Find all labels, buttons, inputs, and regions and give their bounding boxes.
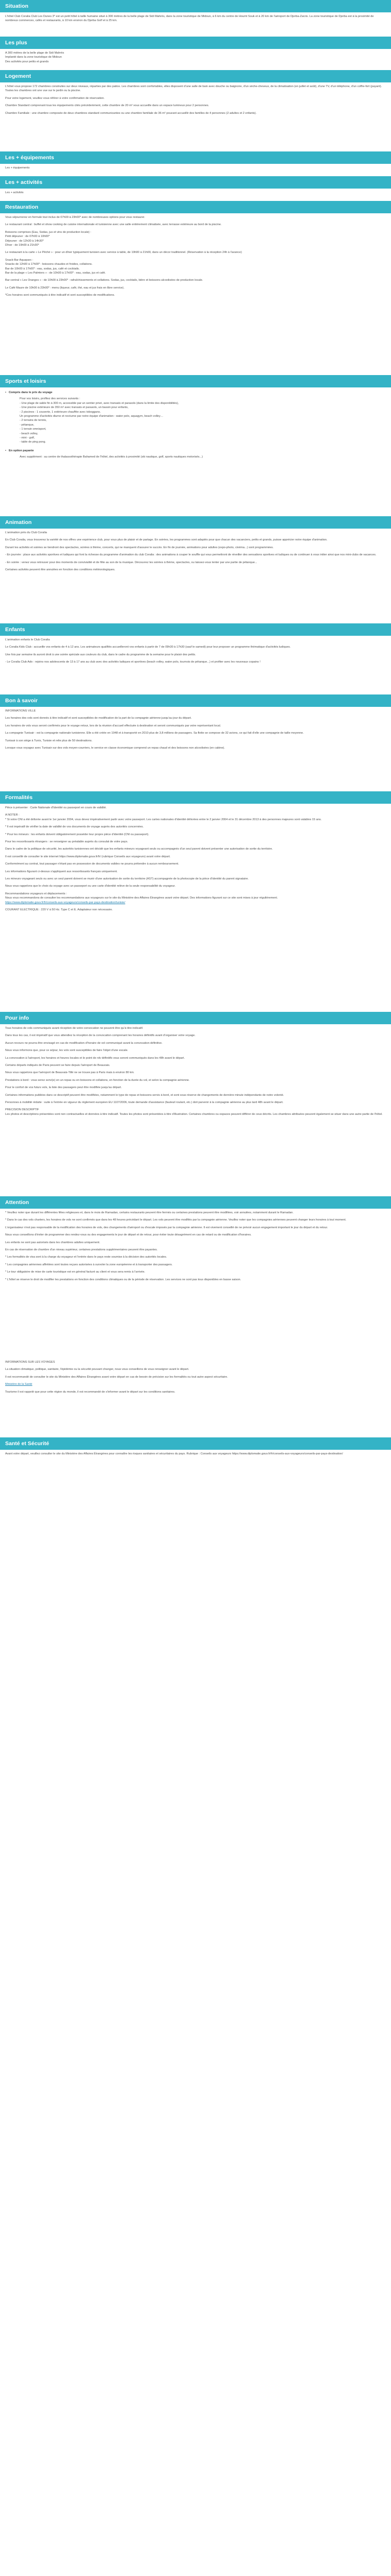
restauration-body <box>0 213 391 375</box>
sports-included-list <box>5 397 386 444</box>
sports-item: Un programme d'activités diurne et nocturne par notre équipe d'animation : water polo, aquagym, beach volley… <box>20 415 164 418</box>
enfants-para: Le Coralia Kids Club : accueille vos enfants de 4 à 12 ans. Les animateurs qualifiés accueilleront vos enfants à partir de 7 de 09h30 à 17h30 (sauf le samedi) pour leur proposer un programme thématique d'activités ludiques. <box>5 646 291 649</box>
sports-included-heading <box>5 391 386 395</box>
pourinfo-para: La convocation à l'aéroport, les horaires et heures locales et le point de rdv définitifs vous seront communiqués dans les 48h avant le départ. <box>5 1056 185 1060</box>
sports-item: - 2 piscines : 1 couverte, 1 extérieure chauffée avec toboggans. <box>20 410 101 414</box>
section-header-equipements: Les + équipements <box>0 151 391 164</box>
sante-text: Avant votre départ, veuillez consulter le site du Ministère des Affaires Étrangères pour connaître les risques sanitaires et sécuritaires du pays. Rubrique : Conseils aux voyageurs https://www.diplomatie.gouv.fr/fr/conseils-aux-voyageurs/conseils-par-pays-destination/ <box>5 1452 343 1455</box>
sports-item: - pétanque, <box>20 423 35 427</box>
sports-item: - mini - golf, <box>20 436 35 440</box>
logement-para: Chambre Standard comprenant tous les équipements cités précédemment, cette chambre de 20 m² vous accueille dans un espace lumineux pour 2 personnes. <box>5 104 209 108</box>
logement-para: L'hôtel vous propose 172 chambres construites sur deux niveaux, réparties par des patios. Les chambres sont confortables, elles disposent d'une salle de bain avec douche ou baignoire, d'un sèche-cheveux, de la climatisation (en juillet et août), d'une TV, d'un téléphone, d'un coffre-fort (payant). Toutes les chambres ont une vue sur le jardin ou la piscine. <box>5 85 382 93</box>
animation-para: En Club Coralia, vous trouverez la variété de nos offres une expérience club, pour vous plus de plaisir et de partage. En soirées, les programmes sont adaptés pour que chacun des vacanciers, petits et grands, puisse apprécier notre équipe d'animation. <box>5 538 328 542</box>
restauration-para: Bar de la plage « Les Palmiers » : de 10h00 à 17h00* : eau, sodas, jus et café. <box>5 272 106 275</box>
bon-para: Tunisair à son siège à Tunis, Tunisie et relie plus de 50 destinations. <box>5 739 92 742</box>
section-header-restauration: Restauration <box>0 201 391 213</box>
activites-text: Les + activités <box>5 191 24 194</box>
animation-body <box>0 529 391 623</box>
sports-item: - 1 terrain omnisport, <box>20 428 46 431</box>
equip-text: Les + équipements <box>5 166 30 170</box>
infos-voyages-para: Il est recommandé de consulter le site du Ministère des Affaires Étrangères avant votre départ en cas de besoin de précision sur les formalités ou tout autre aspect sécuritaire. <box>5 1375 228 1379</box>
pourinfo-para: Pour le confort de vos futurs vols, la liste des passagers peut être modifiée jusqu'au départ. <box>5 1086 122 1090</box>
pourinfo-para: Nous vous rappelons que l'aéroport de Beauvais-Tillé ne se trouve pas à Paris mais à environ 80 km. <box>5 1071 135 1075</box>
formalites-para: Pour les ressortissants étrangers : se renseigner au préalable auprès du consulat de votre pays. <box>5 840 128 844</box>
bon-para: Lorsque vous voyagez avec Tunisair sur des vols moyen-courriers, le service en classe économique comprend un repas chaud et des boissons non alcoolisées (en cabine). <box>5 747 225 750</box>
section-header-sante: Santé et Sécurité <box>0 1437 391 1450</box>
pourinfo-para: Les photos et descriptions présentées sont non contractuelles et données à titre indicatif. Toutes les photos sont présentées à titre d'illustration. Certaines chambres ou espaces peuvent différer de ceux décrits. Les chambres attribuées peuvent également se situer dans une autre partie de l'hôtel. <box>5 1112 383 1116</box>
restauration-para: Le restaurant à la carte « Le Pêché » : pour un dîner typiquement tunisien avec service à table, de 19h00 à 21h00, dans un décor traditionnel. (Réservation à la réception 24h à l'avance) <box>5 251 242 255</box>
infos-voyages-body <box>0 1360 391 1437</box>
attention-para: L'organisateur n'est pas responsable de la modification des horaires de vols, des changements d'aéroport ou d'escale imposés par la compagnie aérienne. Il est vivement conseillé de ne prévoir aucun engagement important le jour du départ et du retour. <box>5 1226 328 1229</box>
bullet-icon: • <box>5 391 6 394</box>
section-header-bon-a-savoir: Bon à savoir <box>0 694 391 707</box>
enfants-para: - Le Coralia Club Ado : rejoins nos adolescents de 13 à 17 ans au club avec des activités ludiques et sportives (beach volley, water polo, tournois de pétanque...) et profiter avec les nouveaux copains ! <box>5 660 260 664</box>
logement-para: Chambre Familiale : une chambre composée de deux chambres standard communicantes ou une chambre familiale de 36 m² pouvant accueillir des familles de 4 personnes (2 adultes et 2 enfants). <box>5 111 257 115</box>
bon-para: Les horaires de vols vous seront confirmés pour le voyage retour, lors de la réunion d'accueil effectuée à destination et seront communiqués par votre représentant local. <box>5 724 221 727</box>
enfants-para: Une fois par semaine ils auront droit à une soirée spéciale aux couleurs du club, dans le cadre du programme de la semaine pour le plaisir des petits. <box>5 653 196 656</box>
section-header-logement: Logement <box>0 70 391 82</box>
pourinfo-para: Certains départs indiqués de Paris peuvent se faire depuis l'aéroport de Beauvais. <box>5 1064 110 1067</box>
equip-body <box>0 164 391 176</box>
restauration-para: *Ces horaires sont communiqués à titre indicatif et sont susceptibles de modifications. <box>5 294 115 297</box>
section-header-formalites: Formalités <box>0 791 391 804</box>
formalites-para: COURANT ELECTRIQUE : 220 V à 50 Hz. Type C et E. Adaptateur non nécessaire. <box>5 908 113 912</box>
bon-para: INFORMATIONS VILLE <box>5 709 36 713</box>
section-header-activites: Les + activités <box>0 176 391 189</box>
situation-body <box>0 12 391 37</box>
sports-item: - beach volley, <box>20 432 38 435</box>
restauration-para: Petit déjeuner : de 07h00 à 10h00* <box>5 235 50 239</box>
formalites-para: * Il est impératif de vérifier la date de validité de vos documents de voyage auprès des autorités concernées. <box>5 825 144 829</box>
restauration-para: Bar de 10h00 à 17h00* : eau, sodas, jus, café et cocktails. <box>5 267 80 270</box>
sports-option-heading <box>5 449 386 453</box>
sports-included-title: Compris dans le prix du voyage <box>8 391 53 394</box>
formalites-para: Nous vous rappelons que le choix du voyage avec un passeport ou une carte d'identité relève de la seule responsabilité du voyageur. <box>5 885 176 888</box>
sports-item: - 2 terrains de tennis, <box>20 419 47 422</box>
enfants-body <box>0 636 391 694</box>
animation-para: Durant les activités et soirées se tiendront des spectacles, soirées à thème, concerts, qui ne manquent d'assurer le succès. En fin de journée, animations pour adultes (expo-photo, cinéma...) sont programmées. <box>5 546 274 549</box>
restauration-para: Le Café Maure de 10h00 à 23h00* : menu (liqueur, café, thé, eau et jus frais en libre service). <box>5 286 125 290</box>
section-header-sports: Sports et loisirs <box>0 375 391 387</box>
attention-para: * Les compagnies aériennes affrétées sont toutes reçues autorisées à survoler la zone européenne et à transporter des passagers. <box>5 1263 173 1266</box>
section-header-enfants: Enfants <box>0 623 391 636</box>
attention-para: Les enfants ne sont pas autorisés dans les chambres adultes uniquement. <box>5 1241 101 1244</box>
formalites-para: Conformément au contrat, tout passager n'étant pas en possession de documents valides ne pourra prétendre à aucun remboursement. <box>5 862 179 866</box>
sports-option-list <box>5 455 386 459</box>
logement-para: Pour votre logement, veuillez vous référer à votre confirmation de réservation. <box>5 96 105 100</box>
attention-para: * L'hôtel se réserve le droit de modifier les prestations en fonction des conditions climatiques ou de la période de réservation. Les services ne sont pas tous disponibles en basse saison. <box>5 1278 241 1281</box>
sports-item: - Une piscine extérieure de 350 m² avec transats et parasols, un bassin pour enfants, <box>20 406 128 410</box>
section-header-situation: Situation <box>0 0 391 12</box>
pourinfo-para: Certaines informations publiées dans ce descriptif peuvent être modifiées, notamment le type de repas et boissons servis à bord, et sont sous réserve de changements de dernière minute indépendants de notre volonté. <box>5 1093 284 1097</box>
sports-item: Pour vos loisirs, profitez des services suivants : <box>20 397 80 401</box>
attention-para: Nous vous conseillons d'éviter de programmer des rendez-vous ou des engagements le jour de départ et de retour, pour éviter toute désagrément en cas de retard ou de modification d'horaires. <box>5 1233 252 1237</box>
infos-voyages-title: INFORMATIONS SUR LES VOYAGES <box>5 1361 55 1364</box>
sante-body <box>0 1450 391 1472</box>
formalites-para: A NOTER : <box>5 814 20 817</box>
attention-para: En cas de réservation de chambre d'un niveau supérieur, certaines prestations supplémentaires peuvent être payantes. <box>5 1248 158 1252</box>
restauration-para: Déjeuner : de 12h30 à 14h30* <box>5 239 44 243</box>
bon-body <box>0 707 391 791</box>
sports-option-title: En option payante <box>8 449 34 452</box>
restauration-para: Le restaurant central : buffet et show cooking de cuisine internationale et tunisienne avec une salle entièrement climatisée, avec terrasse extérieure au bord de la piscine. <box>5 223 222 227</box>
pourinfo-para: PRECISION DESCRIPTIF <box>5 1108 39 1112</box>
attention-para: * Dans le cas des vols charters, les horaires de vols ne sont confirmés que dans les 48 heures précédant le départ. Les vols peuvent être modifiés par la compagnie aérienne. Veuillez noter que les compagnies aériennes peuvent changer leurs horaires à tout moment. <box>5 1218 347 1222</box>
plus-line: Des activités pour petits et grands <box>5 60 49 63</box>
section-header-attention: Attention <box>0 1196 391 1209</box>
restauration-para: Snack-Bar Aquaparc : <box>5 258 34 262</box>
sports-option-item: Avec supplément : au centre de thalassothérapie Bahamed de l'hôtel, des activités à proximité (ski nautique, golf, sports nautiques motorisés...) <box>20 455 203 459</box>
formalites-para: Les informations figurant ci-dessus s'appliquent aux ressortissants français uniquement. <box>5 870 118 873</box>
plus-line: A 300 mètres de la belle plage de Sidi Mahrès <box>5 52 64 55</box>
section-header-pour-info: Pour info <box>0 1012 391 1024</box>
animation-subtitle: L'animation près du Club Coralia <box>5 531 47 534</box>
restauration-para: Snacks de 12h00 à 17h00* : boissons chaudes et froides, collations. <box>5 263 93 266</box>
restauration-para: Bar central « Les Oranges » : de 10h00 à 23h00* : rafraîchissements et collations. Sodas, jus, cocktails, bière et boissons alcoolisées de production locale. <box>5 279 203 282</box>
formalites-para: Les mineurs voyageant seuls ou avec un seul parent doivent se munir d'une autorisation de sortie du territoire (AST) accompagnée de la photocopie de la pièce d'identité du parent signataire. <box>5 877 249 881</box>
animation-para: Certaines activités peuvent être annulées en fonction des conditions météorologiques. <box>5 568 116 572</box>
formalites-para: Dans le cadre de la politique de sécurité, les autorités tunisiennes ont décidé que les enfants mineurs voyageant seuls ou accompagnés d'un seul parent doivent présenter une autorisation de sortie du territoire. <box>5 848 273 851</box>
attention-para: * Veuillez noter que durant les différentes fêtes religieuses et, dans le mois de Ramadan, certains restaurants peuvent être fermés ou certaines prestations peuvent être modifiées, voir annulées, notamment durant le Ramadan. <box>5 1211 294 1214</box>
formalites-para: Il est conseillé de consulter le site internet https://www.diplomatie.gouv.fr/fr/ (rubrique Conseils aux voyageurs) avant votre départ. <box>5 855 171 858</box>
formalites-para: Pièce à présenter : Carte Nationale d'Identité ou passeport en cours de validité. <box>5 806 107 809</box>
infos-voyages-para: Tourisme il est rappelé que pour cette région du monde, il est recommandé de s'informer avant le départ sur les conditions sanitaires. <box>5 1390 175 1394</box>
pourinfo-para: Dans tous les cas, il est impératif que vous attendiez la réception de la convocation comprenant les horaires définitifs avant d'organiser votre voyage. <box>5 1034 196 1038</box>
restauration-para: Dîner : de 19h00 à 21h30* <box>5 244 39 247</box>
formalites-link[interactable]: https://www.diplomatie.gouv.fr/fr/conseils-aux-voyageurs/conseils-par-pays-destination/tunisie/ <box>5 901 125 904</box>
pourinfo-para: Personnes à mobilité réduite : suite à l'entrée en vigueur du règlement européen EU 1107/2006, toute demande d'assistance (fauteuil roulant, etc.) doit parvenir à la compagnie aérienne au plus tard 48h avant le départ. <box>5 1101 284 1105</box>
pourinfo-para: Prestations à bord : vous serez servi(e) en un repas ou en boissons et collations, en fonction de la durée du vol, et selon la compagnie aérienne. <box>5 1078 190 1082</box>
logement-body <box>0 82 391 151</box>
bon-para: La compagnie Tunisair : est la compagnie nationale tunisienne. Elle a été créée en 1948 et à transporté en 2010 plus de 3,8 millions de passagers. Sa flotte se compose de 32 avions, ce qui fait d'elle une compagnie de taille moyenne. <box>5 732 304 735</box>
sports-item: - table de ping pong. <box>20 440 46 444</box>
sports-body <box>0 387 391 516</box>
sports-item: - Une plage de sable fin à 300 m, accessible par un sentier privé, avec transats et parasols (dans la limite des disponibilités), <box>20 401 179 405</box>
bon-para: Les horaires des vols sont donnés à titre indicatif et sont susceptibles de modification de la part de la compagnie aérienne jusqu'au jour du départ. <box>5 717 192 720</box>
section-header-plus: Les plus <box>0 37 391 49</box>
enfants-para: L'animation enfants le Club Coralia <box>5 638 50 641</box>
restauration-para: Vous séjournerez en formule tout inclus de 07h00 à 23h00* avec de nombreuses options pour vous restaurer. <box>5 216 145 219</box>
formalites-para: Recommandations voyageurs et déplacements : <box>5 892 67 895</box>
pourinfo-para: Aucun recours ne pourra être envisagé en cas de modification d'horaire de vol communiqué avant la convocation définitive. <box>5 1041 162 1045</box>
ministere-sante-link[interactable]: Ministère de la Santé <box>5 1383 32 1386</box>
attention-para: * Le tour obligatoire de mise de carte touristique est en général facturé au client et vous sera remis à l'arrivée. <box>5 1270 145 1274</box>
attention-body <box>0 1209 391 1360</box>
activites-body <box>0 189 391 201</box>
formalites-para: Nous vous recommandons de consulter les recommandations aux voyageurs sur le site du Ministère des Affaires Étrangères avant votre départ. Des informations figurant sur ce site sont mises à jour régulièrement. <box>5 896 278 900</box>
pourinfo-para: Nous vous informons que, pour ce séjour, les vols sont susceptibles de faire l'objet d'une escale. <box>5 1049 128 1053</box>
bullet-icon: • <box>5 449 6 452</box>
animation-para: - En journée : place aux activités sportives et ludiques qui font la richesse du programme d'animation du club Coralia : des animations à couper le souffle qui vous permettront de réveiller des sensations sportives et ludiques ou de continuer à vous initier ainsi que nos mini-clubs de vacances. <box>5 553 377 557</box>
formalites-para: * Pour les mineurs : les enfants doivent obligatoirement posséder leur propre pièce d'identité (CNI ou passeport). <box>5 833 150 836</box>
plus-line: Implanté dans la zone touristique de Midoun <box>5 56 62 59</box>
animation-para: - En soirée : venez vous retrouver pour des moments de convivialité et de fête au son de la musique. Découvrez les soirées à thème, spectacles, ou laissez-vous tenter par une partie de pétanque... <box>5 561 257 564</box>
pourinfo-para: Tous horaires de vols communiqués avant réception de votre convocation ne peuvent être qu'à titre indicatif. <box>5 1027 143 1030</box>
attention-para: * Les formalités de visa sont à la charge du voyageur et l'entrée dans le pays reste soumise à la décision des autorités locales. <box>5 1256 167 1259</box>
section-header-animation: Animation <box>0 516 391 529</box>
situation-text: L'hôtel Club Coralia Club Les Dunes 3* est un petit hôtel à taille humaine situé à 300 mètres de la belle plage de Sidi Mahrès, dans la zone touristique de Midoun, à 6 km du centre de Houmt Souk et à 20 km de l'aéroport de Djerba-Zarzis. La zone touristique de Djerba est à la proximité de nombreux commerces, cafés et restaurants, à 10 km environ du Djerba Golf et à 25 km. <box>5 15 374 23</box>
plus-body <box>0 49 391 70</box>
restauration-para: Boissons comprises (Eau, Sodas, jus et vins de production locale) : <box>5 230 91 234</box>
formalites-body <box>0 804 391 1012</box>
formalites-para: * Si votre CNI a été délivrée avant le 1er janvier 2004, vous devez impérativement partir avec votre passeport. Les cartes nationales d'identité délivrées entre le 2 janvier 2004 et le 31 décembre 2013 à des personnes majeures sont valables 15 ans. <box>5 818 322 821</box>
infos-voyages-para: La situation climatique, politique, sanitaire, l'épidémie ou la sécurité pouvant changer, nous vous conseillons de vous renseigner avant le départ. <box>5 1368 189 1371</box>
pourinfo-body <box>0 1024 391 1196</box>
